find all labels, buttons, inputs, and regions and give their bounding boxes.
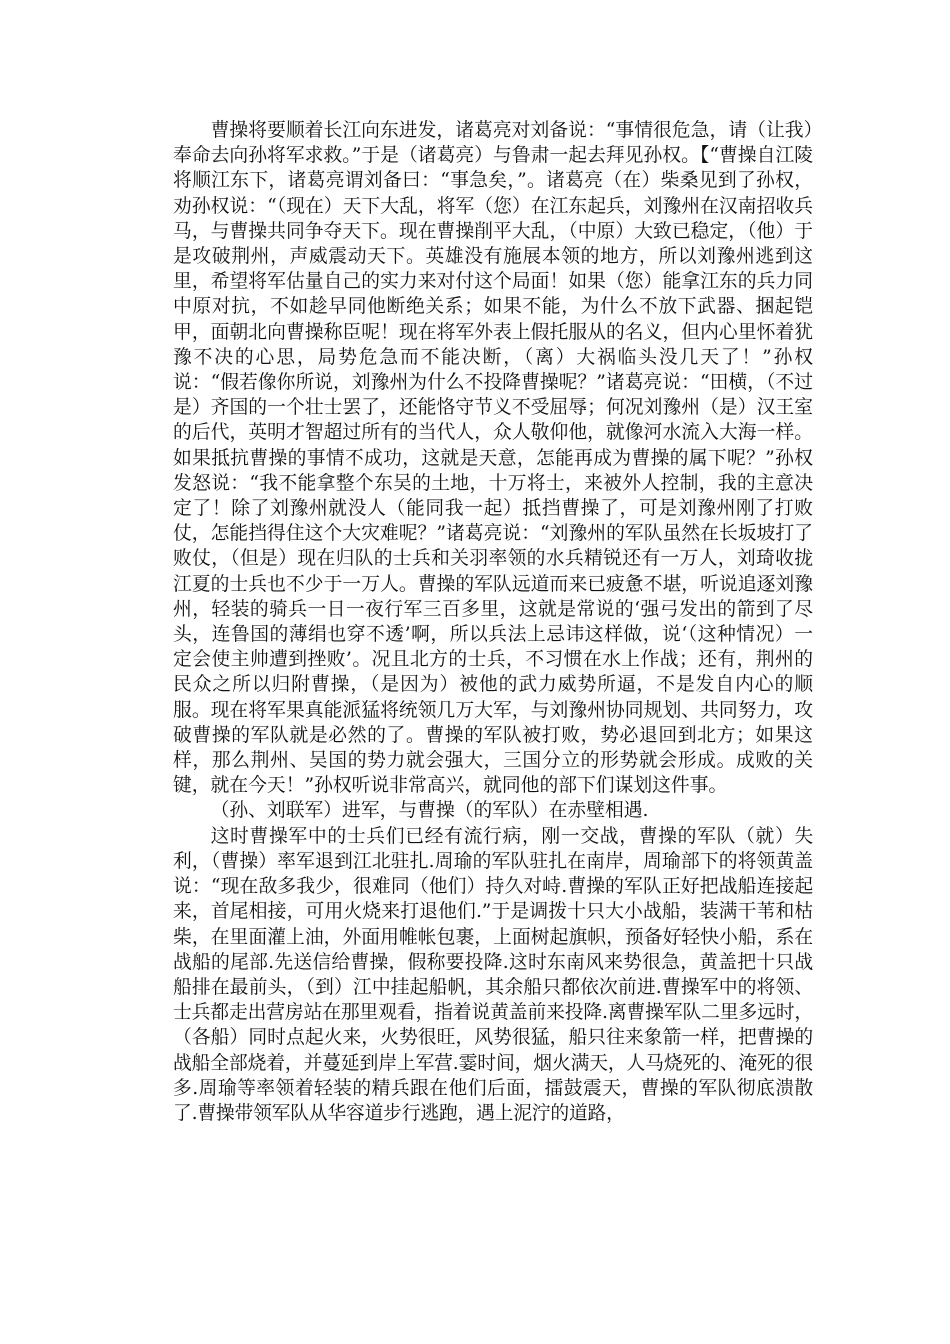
document-body [173,118,813,1126]
paragraph-fire-attack: 这时曹操军中的士兵们已经有流行病，刚一交战，曹操的军队（就）失利，（曹操）率军退到江北驻扎.周瑜的军队驻扎在南岸，周瑜部下的将领黄盖说：“现在敌多我少，很难同（他们）持久对峙.曹操的军队正好把战船连接起来，首尾相接，可用火烧来打退他们.”于是调拨十只大小战船，装满干苇和枯柴，在里面灌上油，外面用帷帐包裹，上面树起旗帜，预备好轻快小船，系在战船的尾部.先送信给曹操，假称要投降.这时东南风来势很急，黄盖把十只战船排在最前头，（到）江中挂起船帆，其余船只都依次前进.曹操军中的将领、士兵都走出营房站在那里观看，指着说黄盖前来投降.离曹操军队二里多远时，（各船）同时点起火来，火势很旺，风势很猛，船只往来象箭一样，把曹操的战船全部烧着，并蔓延到岸上军营.霎时间，烟火满天，人马烧死的、淹死的很多.周瑜等率领着轻装的精兵跟在他们后面，擂鼓震天，曹操的军队彻底溃散了.曹操带领军队从华容道步行逃跑，遇上泥泞的道路， [173,825,813,1124]
paragraph-armies-meet-at-chibi: （孙、刘联军）进军，与曹操（的军队）在赤壁相遇. [210,800,649,822]
paragraph-zhuge-liang-persuades-sun-quan: 曹操将要顺着长江向东进发，诸葛亮对刘备说：“事情很危急，请（让我）奉命去向孙将军求救。”于是（诸葛亮）与鲁肃一起去拜见孙权。【“曹操自江陵将顺江东下，诸葛亮谓刘备曰：“事急矣，”。诸葛亮（在）柴桑见到了孙权，劝孙权说：“（现在）天下大乱，将军（您）在江东起兵，刘豫州在汉南招收兵马，与曹操共同争夺天下。现在曹操削平大乱，（中原）大致已稳定，（他）于是攻破荆州，声威震动天下。英雄没有施展本领的地方，所以刘豫州逃到这里，希望将军估量自己的实力来对付这个局面！如果（您）能拿江东的兵力同中原对抗，不如趁早同他断绝关系；如果不能，为什么不放下武器、捆起铠甲，面朝北向曹操称臣呢！现在将军外表上假托服从的名义，但内心里怀着犹豫不决的心思，局势危急而不能决断，（离）大祸临头没几天了！”孙权说：“假若像你所说，刘豫州为什么不投降曹操呢？”诸葛亮说：“田横，（不过是）齐国的一个壮士罢了，还能恪守节义不受屈辱；何况刘豫州（是）汉王室的后代，英明才智超过所有的当代人，众人敬仰他，就像河水流入大海一样。如果抵抗曹操的事情不成功，这就是天意，怎能再成为曹操的属下呢？”孙权发怒说：“我不能拿整个东吴的土地，十万将士，来被外人控制，我的主意决定了！除了刘豫州就没人（能同我一起）抵挡曹操了，可是刘豫州刚了打败仗，怎能挡得住这个大灾难呢？”诸葛亮说：“刘豫州的军队虽然在长坂坡打了败仗，（但是）现在归队的士兵和关羽率领的水兵精锐还有一万人，刘琦收拢江夏的士兵也不少于一万人。曹操的军队远道而来已疲惫不堪，听说追逐刘豫州，轻装的骑兵一日一夜行军三百多里，这就是常说的‘强弓发出的箭到了尽头，连鲁国的薄绢也穿不透’啊，所以兵法上忌讳这样做，说‘（这种情况）一定会使主帅遭到挫败’。况且北方的士兵，不习惯在水上作战；还有，荆州的民众之所以归附曹操，（是因为）被他的武力威势所逼，不是发自内心的顺服。现在将军果真能派猛将统领几万大军，与刘豫州协同规划、共同努力，攻破曹操的军队就是必然的了。曹操的军队被打败，势必退回到北方；如果这样，那么荆州、吴国的势力就会强大，三国分立的形势就会形成。成败的关键，就在今天！”孙权听说非常高兴，就同他的部下们谋划这件事。 [173,120,813,797]
